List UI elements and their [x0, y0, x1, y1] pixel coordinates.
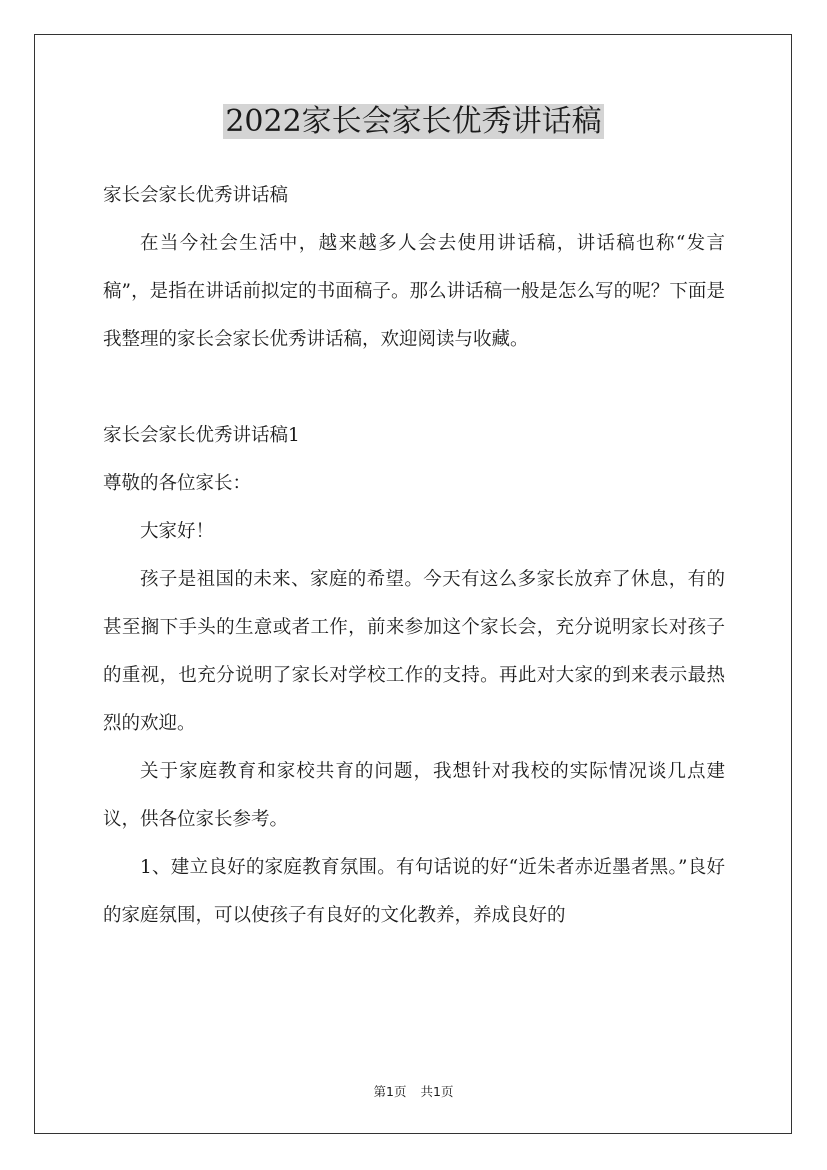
- salutation: 尊敬的各位家长：: [103, 473, 252, 494]
- document-subtitle: 家长会家长优秀讲话稿: [103, 185, 289, 206]
- greeting: 大家好！: [140, 521, 215, 542]
- document-title-text: 2022家长会家长优秀讲话稿: [225, 104, 602, 139]
- blank-line: [103, 364, 725, 412]
- page-footer: [0, 1083, 827, 1101]
- body-paragraph: 孩子是祖国的未来、家庭的希望。今天有这么多家长放弃了休息，有的甚至搁下手头的生意或者工作，前来参加这个家长会，充分说明家长对孩子的重视，也充分说明了家长对学校工作的支持。再此对大家的到来表示最热烈的欢迎。: [103, 569, 725, 734]
- page-total: 共1页: [420, 1084, 454, 1099]
- page-number: 第1页: [373, 1084, 407, 1099]
- document-body: [103, 172, 725, 940]
- section-heading: 家长会家长优秀讲话稿1: [103, 425, 300, 446]
- intro-paragraph: 在当今社会生活中，越来越多人会去使用讲话稿，讲话稿也称“发言稿”，是指在讲话前拟定的书面稿子。那么讲话稿一般是怎么写的呢？下面是我整理的家长会家长优秀讲话稿，欢迎阅读与收藏。: [103, 233, 725, 350]
- document-title: [0, 100, 827, 144]
- body-paragraph: 1、建立良好的家庭教育氛围。有句话说的好“近朱者赤近墨者黑。”良好的家庭氛围，可以使孩子有良好的文化教养，养成良好的: [103, 857, 725, 926]
- body-paragraph: 关于家庭教育和家校共育的问题，我想针对我校的实际情况谈几点建议，供各位家长参考。: [103, 761, 725, 830]
